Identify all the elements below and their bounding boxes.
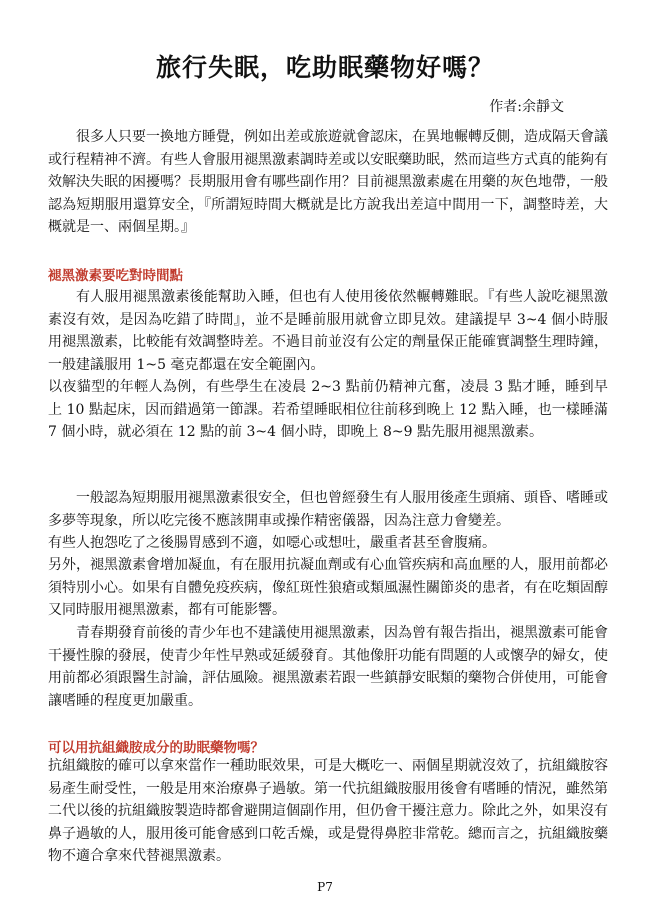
page-number: P7 <box>317 880 333 894</box>
melatonin-paragraph-2: 以夜貓型的年輕人為例，有些學生在凌晨 2~3 點前仍精神亢奮，凌晨 3 點才睡，睡到早上 10 點起床，因而錯過第一節課。若希望睡眠相位往前移到晚上 12 點入睡，也一樣睡滿 7 個小時，就必須在 12 點的前 3~4 個小時，即晚上 8~9 點先服用褪黑激素。 <box>48 379 608 440</box>
melatonin-teen-paragraph: 青春期發育前後的青少年也不建議使用褪黑激素，因為曾有報告指出，褪黑激素可能會干擾性腺的發展，使青少年性早熟或延緩發育。其他像肝功能有問題的人或懷孕的婦女，使用前都必須跟醫生討論，評估風險。褪黑激素若跟一些鎮靜安眠類的藥物合併使用，可能會讓嗜睡的程度更加嚴重。 <box>48 625 608 709</box>
section-heading-antihistamine: 可以用抗組織胺成分的助眠藥物嗎？ <box>48 740 264 756</box>
page-title: 旅行失眠，吃助眠藥物好嗎？ <box>155 53 494 82</box>
melatonin-paragraph-1: 有人服用褪黑激素後能幫助入睡，但也有人使用後依然輾轉難眠。『有些人說吃褪黑激素沒有效，是因為吃錯了時間』，並不是睡前服用就會立即見效。建議提早 3~4 個小時服用褪黑激素，比較能有效調整時差。不過目前並沒有公定的劑量保正能確實調整生理時鐘，一般建議服用 1~5 毫克都還在安全範圍內。 <box>48 289 608 373</box>
melatonin-side-effects-paragraph: 一般認為短期服用褪黑激素很安全，但也曾經發生有人服用後產生頭痛、頭昏、嗜睡或多夢等現象，所以吃完後不應該開車或操作精密儀器，因為注意力會變差。 <box>48 490 608 529</box>
intro-paragraph: 很多人只要一換地方睡覺，例如出差或旅遊就會認床，在異地輾轉反側，造成隔天會議或行程精神不濟。有些人會服用褪黑激素調時差或以安眠藥助眠，然而這些方式真的能夠有效解決失眠的困擾嗎？長期服用會有哪些副作用？目前褪黑激素處在用藥的灰色地帶，一般認為短期服用還算安全，『所謂短時間大概就是比方說我出差這中間用一下，調整時差，大概就是一、兩個星期。』 <box>48 129 608 235</box>
section-heading-melatonin-timing: 褪黑激素要吃對時間點 <box>48 268 183 284</box>
melatonin-bloodclot-paragraph: 另外，褪黑激素會增加凝血，有在服用抗凝血劑或有心血管疾病和高血壓的人，服用前都必須特別小心。如果有自體免疫疾病，像紅斑性狼瘡或類風濕性關節炎的患者，有在吃類固醇又同時服用褪黑激素，都有可能影響。 <box>48 557 608 618</box>
antihistamine-paragraph: 抗組織胺的確可以拿來當作一種助眠效果，可是大概吃一、兩個星期就沒效了，抗組織胺容易產生耐受性，一般是用來治療鼻子過敏。第一代抗組織胺服用後會有嗜睡的情況，雖然第二代以後的抗組織胺製造時都會避開這個副作用，但仍會干擾注意力。除此之外，如果沒有鼻子過敏的人，服用後可能會感到口乾舌燥，或是覺得鼻腔非常乾。總而言之，抗組織胺藥物不適合拿來代替褪黑激素。 <box>48 758 608 864</box>
author-line: 作者:余靜文 <box>489 99 564 115</box>
melatonin-stomach-paragraph: 有些人抱怨吃了之後腸胃感到不適，如噁心或想吐，嚴重者甚至會腹痛。 <box>48 535 496 551</box>
